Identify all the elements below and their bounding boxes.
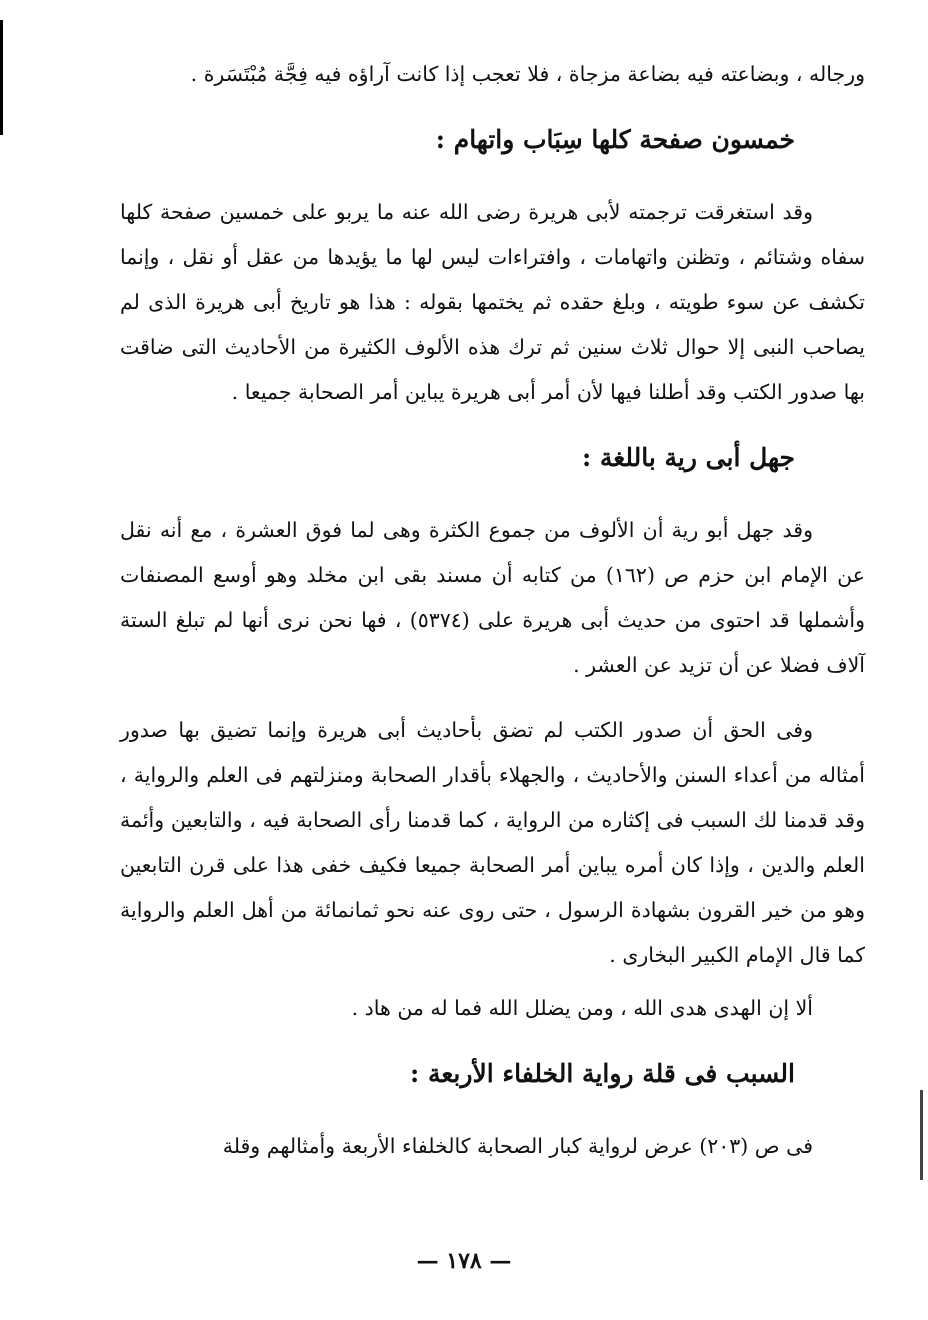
paragraph-2: وقد جهل أبو رية أن الألوف من جموع الكثرة وهى لما فوق العشرة ، مع أنه نقل عن الإمام ابن حزم ص (١٦٢) من كتابه أن مسند بقى ابن مخلد وهو أوسع المصنفات وأشملها قد احتوى من حديث أبى هريرة على (٥٣٧٤) ، فها نحن نرى أنها لم تبلغ الستة آلاف فضلا عن أن تزيد عن العشر . bbox=[120, 518, 865, 677]
page-body bbox=[120, 52, 865, 1169]
section-heading-ignorance-of-language: جهل أبى رية باللغة : bbox=[581, 443, 795, 472]
section-heading-fifty-pages: خمسون صفحة كلها سِبَاب واتهام : bbox=[435, 125, 795, 154]
scan-edge-mark-right bbox=[920, 1090, 923, 1180]
scan-edge-mark bbox=[0, 20, 3, 135]
page-number: — ١٧٨ — bbox=[416, 1248, 512, 1274]
section-heading-four-caliphs: السبب فى قلة رواية الخلفاء الأربعة : bbox=[410, 1059, 795, 1088]
paragraph-3: وفى الحق أن صدور الكتب لم تضق بأحاديث أبى هريرة وإنما تضيق بها صدور أمثاله من أعداء السنن والأحاديث ، والجهلاء بأقدار الصحابة ومنزلتهم فى العلم والرواية ، وقد قدمنا لك السبب فى إكثاره من الرواية ، كما قدمنا رأى الصحابة فيه ، والتابعين وأئمة العلم والدين ، وإذا كان أمره يباين أمر الصحابة جميعا فكيف خفى هذا على قرن التابعين وهو من خير القرون بشهادة الرسول ، حتى روى عنه نحو ثمانمائة من أهل العلم والرواية كما قال الإمام الكبير البخارى . bbox=[120, 718, 865, 967]
paragraph-5: فى ص (٢٠٣) عرض لرواية كبار الصحابة كالخلفاء الأربعة وأمثالهم وقلة bbox=[222, 1134, 813, 1158]
paragraph-4: ألا إن الهدى هدى الله ، ومن يضلل الله فما له من هاد . bbox=[351, 996, 813, 1020]
intro-line: ورجاله ، وبضاعته فيه بضاعة مزجاة ، فلا تعجب إذا كانت آراؤه فيه فِجَّة مُبْتَسَرة . bbox=[190, 62, 865, 86]
paragraph-1: وقد استغرقت ترجمته لأبى هريرة رضى الله عنه ما يربو على خمسين صفحة كلها سفاه وشتائم ، وتظنن واتهامات ، وافتراءات ليس لها ما يؤيدها من عقل أو نقل ، وإنما تكشف عن سوء طويته ، وبلغ حقده ثم يختمها بقوله : هذا هو تاريخ أبى هريرة الذى لم يصاحب النبى إلا حوال ثلاث سنين ثم ترك هذه الألوف الكثيرة من الأحاديث التى ضاقت بها صدور الكتب وقد أطلنا فيها لأن أمر أبى هريرة يباين أمر الصحابة جميعا . bbox=[120, 200, 865, 404]
